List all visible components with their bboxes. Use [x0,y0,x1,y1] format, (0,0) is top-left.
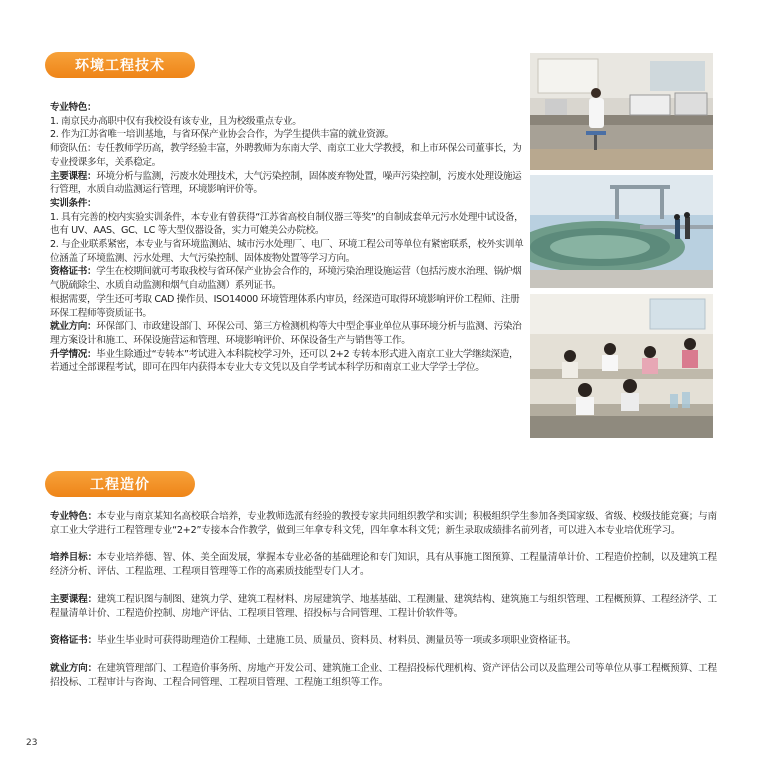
career-label: 就业方向： [50,321,97,333]
cost-feature-text: 本专业与南京某知名高校联合培养，专业教师选派有经验的教授专家共同组织教学和实训；积极组织学生参加各类国家级、省级、校级技能竞赛；与南京工业大学进行工程管理专业“2+2”专接本合作教学，做到三年拿专科文凭，四年拿本科文凭；新生录取成绩排名前列者，可以进入本专业培优班学习。 [50,511,717,536]
cost-goal-text: 本专业培养德、智、体、美全面发展，掌握本专业必备的基础理论和专门知识，具有从事施工图预算、工程量清单计价、工程造价控制，以及建筑工程经济分析、评估、工程监理、工程项目管理等工作的高素质技能型专门人才。 [50,552,717,578]
cost-cert-label: 资格证书： [50,635,97,647]
career-paragraph [50,320,525,347]
faculty-text: 师资队伍：专任教师学历高，教学经验丰富，外聘教师为东南大学、南京工业大学教授，和上市环保公司董事长，为专业授课多年，关系稳定。 [50,143,522,168]
feature-line-1: 1. 南京民办高职中仅有我校设有该专业，且为校级重点专业。 [50,115,302,127]
courses-text: 环境分析与监测，污废水处理技术，大气污染控制，固体废弃物处置，噪声污染控制，污废水处理设施运行管理，水质自动监测运行管理，环境影响评价等。 [50,170,522,196]
cert-label: 资格证书： [50,266,97,278]
training-label: 实训条件： [50,197,97,209]
water-treatment-photo [530,175,713,288]
further-study-label: 升学情况： [50,348,97,360]
feature-label: 专业特色： [50,102,97,113]
training-line-1: 1. 具有完善的校内实验实训条件，本专业有曾获得“江苏省高校自制仪器三等奖”的自制成套单元污水处理中试设备，也有 UV、AAS、GC、LC 等大型仪器设备，实力可媲美公办院校。 [50,211,524,237]
environmental-engineering-description [50,101,525,375]
section-title-engineering-cost: 工程造价 [45,471,195,497]
lab-photo [530,53,713,170]
students-lab-photo [530,294,713,438]
courses-paragraph [50,170,525,197]
cost-courses-text: 建筑工程识图与制图、建筑力学、建筑工程材料、房屋建筑学、地基基础、工程测量、建筑结构、建筑施工与组织管理、工程概预算、工程经济学、工程量清单计价、工程造价控制、房地产评估、工程项目管理、招投标与合同管理、工程计价软件等。 [50,593,717,619]
training-line-2: 2. 与企业联系紧密，本专业与省环境监测站、城市污水处理厂、电厂、环境工程公司等单位有紧密联系，校外实训单位涵盖了环境监测、污水处理、大气污染控制、固体废物处置等学习方向。 [50,239,524,264]
cert-paragraph [50,265,525,292]
cost-cert-text: 毕业生毕业时可获得助理造价工程师、土建施工员、质量员、资料员、材料员、测量员等一项或多项职业资格证书。 [96,635,577,647]
career-text: 环保部门、市政建设部门、环保公司、第三方检测机构等大中型企事业单位从事环境分析与监测、污染治理方案设计和施工、环保设施营运和管理、环境影响评价、环保设备生产与销售等工作。 [50,321,522,346]
section-title-environmental-engineering: 环境工程技术 [45,52,195,78]
page-number: 23 [26,738,38,748]
cost-career-label: 就业方向： [50,662,97,674]
engineering-cost-description [50,510,722,703]
further-study-paragraph [50,348,525,375]
cost-feature-label: 专业特色： [50,511,97,522]
cost-courses-label: 主要课程： [50,593,97,605]
cert-extra-text: 根据需要，学生还可考取 CAD 操作员、ISO14000 环境管理体系内审员，经深造可取得环境影响评价工程师、注册环保工程师等资质证书。 [50,293,520,319]
courses-label: 主要课程： [50,170,97,182]
cert-text: 学生在校期间就可考取我校与省环保产业协会合作的，环境污染治理设施运营（包括污废水治理、锅炉烟气脱硫除尘、水质自动监测和烟气自动监测）系列证书。 [50,266,522,292]
cost-career-text: 在建筑管理部门、工程造价事务所、房地产开发公司、建筑施工企业、工程招投标代理机构、资产评估公司以及监理公司等单位从事工程概预算、工程招投标、工程审计与咨询、工程合同管理、工程项目管理、工程施工组织等工作。 [50,662,717,688]
cost-career-paragraph [50,662,722,689]
further-study-text: 毕业生除通过“专转本”考试进入本科院校学习外，还可以 2+2 专转本形式进入南京工业大学继续深造，若通过全部课程考试，即可在四年内获得本专业大专文凭以及自学考试本科学历和南京工业大学学士学位。 [50,348,519,374]
feature-line-2: 2. 作为江苏省唯一培训基地，与省环保产业协会合作，为学生提供丰富的就业资源。 [50,129,394,141]
cost-cert-paragraph [50,634,722,648]
cost-courses-paragraph [50,593,722,620]
cost-goal-paragraph [50,551,722,578]
cost-feature-paragraph [50,510,722,537]
cost-goal-label: 培养目标： [50,552,97,564]
